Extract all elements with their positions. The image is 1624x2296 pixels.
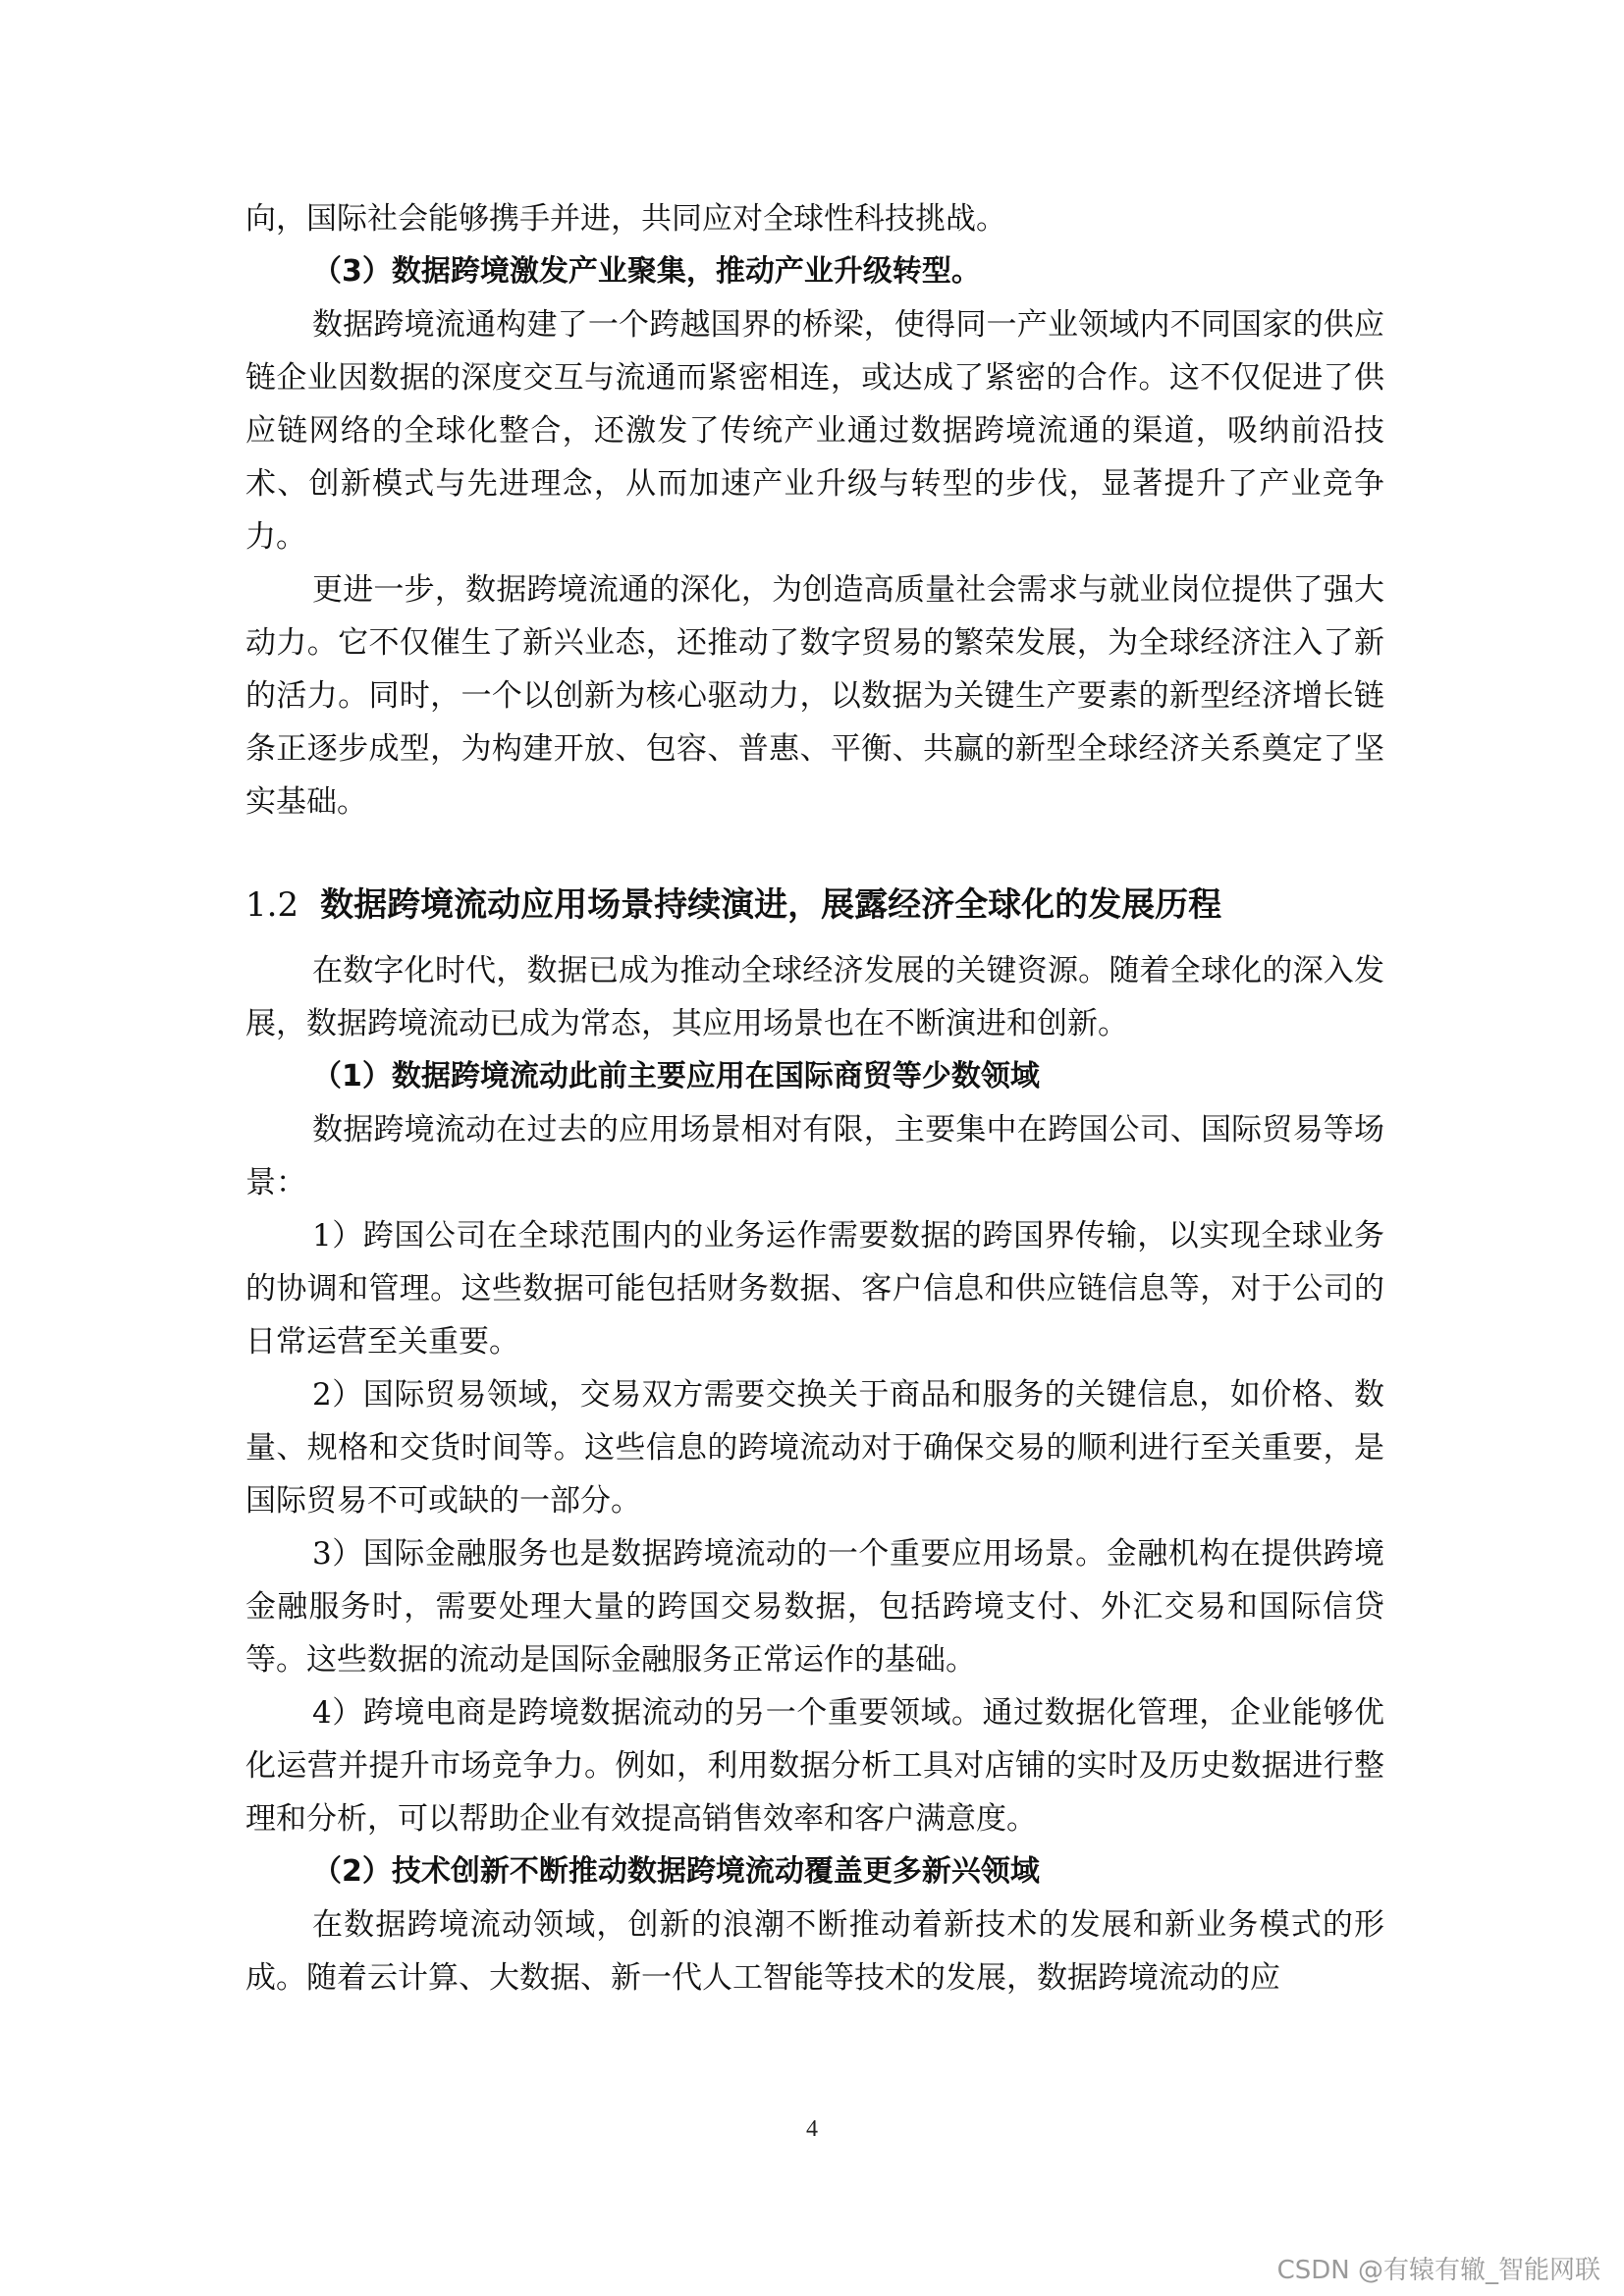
- section-title: 数据跨境流动应用场景持续演进，展露经济全球化的发展历程: [320, 885, 1222, 925]
- subheading-trade-fields: （1）数据跨境流动此前主要应用在国际商贸等少数领域: [312, 1059, 1040, 1094]
- list-item-international-trade: 2）国际贸易领域，交易双方需要交换关于商品和服务的关键信息，如价格、数量、规格和交货时间等。这些信息的跨境流动对于确保交易的顺利进行至关重要，是国际贸易不可或缺的一部分。: [245, 1377, 1384, 1519]
- paragraph-continuation: 向，国际社会能够携手并进，共同应对全球性科技挑战。: [245, 201, 1006, 237]
- paragraph-digital-era: 在数字化时代，数据已成为推动全球经济发展的关键资源。随着全球化的深入发展，数据跨境流动已成为常态，其应用场景也在不断演进和创新。: [245, 953, 1384, 1041]
- watermark-text: CSDN @有辕有辙_智能网联: [1276, 2256, 1600, 2285]
- paragraph-limited-scenarios: 数据跨境流动在过去的应用场景相对有限，主要集中在跨国公司、国际贸易等场景：: [245, 1112, 1384, 1201]
- paragraph-economic-growth: 更进一步，数据跨境流通的深化，为创造高质量社会需求与就业岗位提供了强大动力。它不仅催生了新兴业态，还推动了数字贸易的繁荣发展，为全球经济注入了新的活力。同时，一个以创新为核心驱动力，以数据为关键生产要素的新型经济增长链条正逐步成型，为构建开放、包容、普惠、平衡、共赢的新型全球经济关系奠定了坚实基础。: [245, 572, 1384, 820]
- list-item-multinational: 1）跨国公司在全球范围内的业务运作需要数据的跨国界传输，以实现全球业务的协调和管理。这些数据可能包括财务数据、客户信息和供应链信息等，对于公司的日常运营至关重要。: [245, 1218, 1384, 1360]
- section-heading-1-2: [245, 876, 1384, 934]
- page-content: [245, 192, 1384, 2004]
- section-number: 1.2: [245, 885, 299, 925]
- paragraph-innovation-wave: 在数据跨境流动领域，创新的浪潮不断推动着新技术的发展和新业务模式的形成。随着云计算、大数据、新一代人工智能等技术的发展，数据跨境流动的应: [245, 1907, 1384, 1996]
- list-item-cross-border-ecommerce: 4）跨境电商是跨境数据流动的另一个重要领域。通过数据化管理，企业能够优化运营并提升市场竞争力。例如，利用数据分析工具对店铺的实时及历史数据进行整理和分析，可以帮助企业有效提高销售效率和客户满意度。: [245, 1695, 1384, 1837]
- list-item-financial-services: 3）国际金融服务也是数据跨境流动的一个重要应用场景。金融机构在提供跨境金融服务时，需要处理大量的跨国交易数据，包括跨境支付、外汇交易和国际信贷等。这些数据的流动是国际金融服务正常运作的基础。: [245, 1536, 1384, 1678]
- paragraph-supply-chain: 数据跨境流通构建了一个跨越国界的桥梁，使得同一产业领域内不同国家的供应链企业因数据的深度交互与流通而紧密相连，或达成了紧密的合作。这不仅促进了供应链网络的全球化整合，还激发了传统产业通过数据跨境流通的渠道，吸纳前沿技术、创新模式与先进理念，从而加速产业升级与转型的步伐，显著提升了产业竞争力。: [245, 307, 1384, 555]
- subheading-tech-innovation: （2）技术创新不断推动数据跨境流动覆盖更多新兴领域: [312, 1854, 1040, 1889]
- subheading-industry-upgrade: （3）数据跨境激发产业聚集，推动产业升级转型。: [312, 254, 981, 289]
- page-number: 4: [806, 2116, 818, 2142]
